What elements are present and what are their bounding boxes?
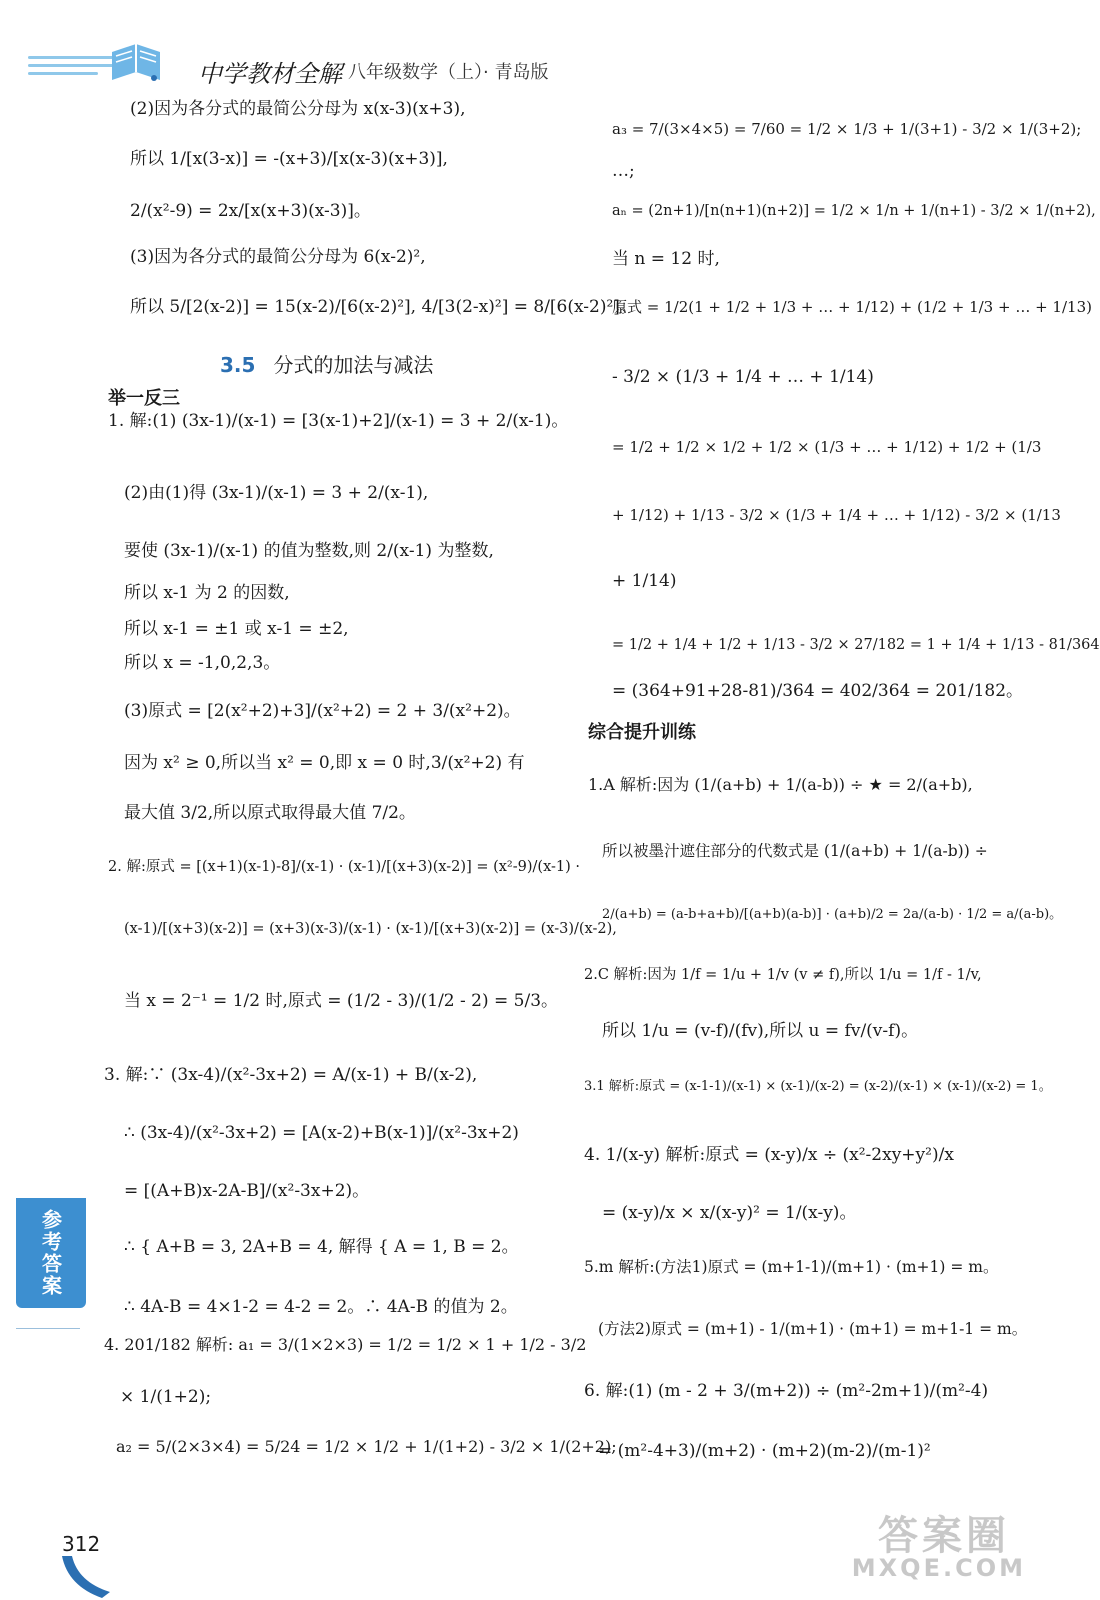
answer-line: a₃ = 7/(3×4×5) = 7/60 = 1/2 × 1/3 + 1/(3+1) - 3/2 × 1/(3+2); — [612, 120, 1082, 138]
section-title: 分式的加法与减法 — [273, 353, 434, 377]
section-number: 3.5 — [220, 353, 256, 377]
answer-line: × 1/(1+2); — [120, 1387, 212, 1407]
answer-line: (x-1)/[(x+3)(x-2)] = (x+3)(x-3)/(x-1) · (x-1)/[(x+3)(x-2)] = (x-3)/(x-2), — [124, 921, 617, 937]
answer-line: 所以 x = -1,0,2,3。 — [124, 653, 281, 673]
answer-line: 2/(x²-9) = 2x/[x(x+3)(x-3)]。 — [130, 201, 371, 221]
answer-line: 3. 解:∵ (3x-4)/(x²-3x+2) = A/(x-1) + B/(x-2), — [104, 1065, 478, 1085]
watermark-logo-text: 答案圈 — [878, 1513, 1010, 1559]
answer-line: ∴ (3x-4)/(x²-3x+2) = [A(x-2)+B(x-1)]/(x²-3x+2) — [124, 1123, 519, 1143]
answer-line: a₂ = 5/(2×3×4) = 5/24 = 1/2 × 1/2 + 1/(1+2) - 3/2 × 1/(2+2); — [116, 1437, 617, 1456]
section-heading — [220, 354, 433, 376]
answer-line: 所以 x-1 为 2 的因数, — [124, 583, 290, 603]
answer-line: + 1/14) — [612, 571, 677, 591]
answer-line: - 3/2 × (1/3 + 1/4 + … + 1/14) — [612, 367, 874, 387]
answer-line: …; — [612, 161, 635, 181]
answer-line: 3.1 解析:原式 = (x-1-1)/(x-1) × (x-1)/(x-2) = (x-2)/(x-1) × (x-1)/(x-2) = 1。 — [584, 1079, 1052, 1094]
answer-line: 4. 201/182 解析: a₁ = 3/(1×2×3) = 1/2 = 1/2 × 1 + 1/2 - 3/2 — [104, 1335, 587, 1354]
answer-line: (方法2)原式 = (m+1) - 1/(m+1) · (m+1) = m+1-1 = m。 — [598, 1320, 1028, 1338]
answer-line: = (364+91+28-81)/364 = 402/364 = 201/182。 — [612, 681, 1024, 701]
answer-line: 1. 解:(1) (3x-1)/(x-1) = [3(x-1)+2]/(x-1) = 3 + 2/(x-1)。 — [108, 411, 569, 431]
answer-line: 所以 5/[2(x-2)] = 15(x-2)/[6(x-2)²], 4/[3(2-x)²] = 8/[6(x-2)²]。 — [130, 297, 637, 317]
answer-line: (2)因为各分式的最简公分母为 x(x-3)(x+3), — [130, 99, 466, 119]
answer-line: ∴ 4A-B = 4×1-2 = 4-2 = 2。∴ 4A-B 的值为 2。 — [124, 1297, 518, 1317]
answer-line: 6. 解:(1) (m - 2 + 3/(m+2)) ÷ (m²-2m+1)/(m²-4) — [584, 1381, 989, 1401]
answer-line: ∴ { A+B = 3, 2A+B = 4, 解得 { A = 1, B = 2。 — [124, 1237, 519, 1257]
watermark-url: MXQE.COM — [851, 1554, 1026, 1582]
answer-line: 最大值 3/2,所以原式取得最大值 7/2。 — [124, 803, 416, 823]
answer-line: 因为 x² ≥ 0,所以当 x² = 0,即 x = 0 时,3/(x²+2) 有 — [124, 753, 525, 773]
answer-line: 2.C 解析:因为 1/f = 1/u + 1/v (v ≠ f),所以 1/u = 1/f - 1/v, — [584, 967, 982, 983]
answer-line: (2)由(1)得 (3x-1)/(x-1) = 3 + 2/(x-1), — [124, 483, 429, 503]
side-tab-label: 参考答案 — [38, 1209, 63, 1297]
subheading-practice: 举一反三 — [108, 388, 180, 409]
answer-line: 5.m 解析:(方法1)原式 = (m+1-1)/(m+1) · (m+1) = m。 — [584, 1258, 999, 1276]
answer-line: = (m²-4+3)/(m+2) · (m+2)(m-2)/(m-1)² — [598, 1441, 931, 1461]
answer-line: 原式 = 1/2(1 + 1/2 + 1/3 + … + 1/12) + (1/2 + 1/3 + … + 1/13) — [612, 298, 1092, 316]
grade-title: 八年级数学（上）· 青岛版 — [348, 62, 549, 83]
series-title: 中学教材全解 — [198, 60, 342, 88]
subheading-training: 综合提升训练 — [588, 722, 696, 743]
answer-line: = [(A+B)x-2A-B]/(x²-3x+2)。 — [124, 1181, 370, 1201]
answer-line: 所以 1/[x(3-x)] = -(x+3)/[x(x-3)(x+3)], — [130, 149, 448, 169]
answer-line: 2/(a+b) = (a-b+a+b)/[(a+b)(a-b)] · (a+b)/2 = 2a/(a-b) · 1/2 = a/(a-b)。 — [602, 907, 1063, 922]
answer-line: aₙ = (2n+1)/[n(n+1)(n+2)] = 1/2 × 1/n + 1/(n+1) - 3/2 × 1/(n+2), — [612, 203, 1096, 219]
answer-line: 当 n = 12 时, — [612, 249, 720, 269]
answer-line: 4. 1/(x-y) 解析:原式 = (x-y)/x ÷ (x²-2xy+y²)/x — [584, 1145, 954, 1165]
answer-line: = 1/2 + 1/2 × 1/2 + 1/2 × (1/3 + … + 1/12) + 1/2 + (1/3 — [612, 438, 1042, 456]
answer-line: 2. 解:原式 = [(x+1)(x-1)-8]/(x-1) · (x-1)/[(x+3)(x-2)] = (x²-9)/(x-1) · — [108, 859, 580, 875]
answer-line: = (x-y)/x × x/(x-y)² = 1/(x-y)。 — [602, 1203, 857, 1223]
side-tab-answers — [16, 1198, 86, 1308]
answer-line: (3)原式 = [2(x²+2)+3]/(x²+2) = 2 + 3/(x²+2)。 — [124, 701, 521, 721]
answer-line: 所以 1/u = (v-f)/(fv),所以 u = fv/(v-f)。 — [602, 1021, 919, 1041]
answer-line: 所以被墨汁遮住部分的代数式是 (1/(a+b) + 1/(a-b)) ÷ — [602, 842, 988, 860]
answer-line: + 1/12) + 1/13 - 3/2 × (1/3 + 1/4 + … + 1/12) - 3/2 × (1/13 — [612, 506, 1061, 524]
book-icon — [108, 38, 164, 86]
page-header — [0, 0, 1046, 92]
answer-line: 所以 x-1 = ±1 或 x-1 = ±2, — [124, 619, 349, 639]
side-rule — [16, 1328, 80, 1329]
watermark — [810, 1504, 1030, 1584]
answer-line: (3)因为各分式的最简公分母为 6(x-2)², — [130, 247, 426, 267]
page-number: 312 — [62, 1532, 101, 1556]
answer-line: = 1/2 + 1/4 + 1/2 + 1/13 - 3/2 × 27/182 = 1 + 1/4 + 1/13 - 81/364 — [612, 637, 1100, 653]
answer-line: 1.A 解析:因为 (1/(a+b) + 1/(a-b)) ÷ ★ = 2/(a+b), — [588, 775, 973, 794]
answer-line: 要使 (3x-1)/(x-1) 的值为整数,则 2/(x-1) 为整数, — [124, 541, 494, 561]
answer-line: 当 x = 2⁻¹ = 1/2 时,原式 = (1/2 - 3)/(1/2 - 2) = 5/3。 — [124, 991, 559, 1011]
